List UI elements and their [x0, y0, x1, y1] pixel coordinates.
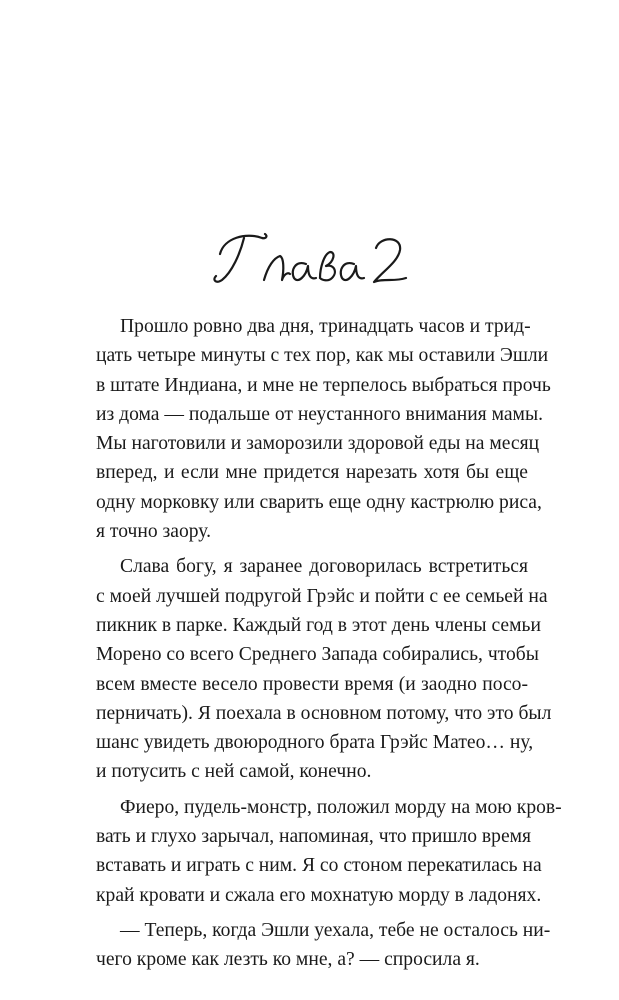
text-line: Фиеро, пудель-монстр, положил морду на мою кров-	[120, 796, 562, 818]
text-line: вставать и играть с ним. Я со стоном перекатилась на	[96, 855, 542, 877]
text-line: вать и глухо зарычал, напоминая, что пришло время	[96, 826, 532, 848]
paragraph	[96, 793, 562, 910]
text-line: Прошло ровно два дня, тринадцать часов и трид-	[120, 316, 531, 337]
text-line: Морено со всего Среднего Запада собирались, чтобы	[96, 644, 539, 666]
paragraph	[96, 312, 551, 546]
text-line: из дома — подальше от неустанного внимания мамы.	[96, 403, 544, 425]
text-line: пикник в парке. Каждый год в этот день члены семьи	[96, 614, 541, 636]
text-line: край кровати и сжала его мохнатую морду в ладонях.	[96, 884, 542, 906]
paragraph	[96, 552, 552, 786]
text-line: Слава богу, я заранее договорилась встретиться	[120, 556, 528, 578]
text-line: цать четыре минуты с тех пор, как мы оставили Эшли	[96, 345, 549, 367]
text-line: Мы наготовили и заморозили здоровой еды на месяц	[96, 433, 540, 455]
text-line: всем вместе весело провести время (и заодно посо-	[96, 673, 528, 695]
text-line: перничать). Я поехала в основном потому, что это был	[96, 702, 552, 724]
text-line: в штате Индиана, и мне не терпелось выбраться прочь	[96, 374, 551, 396]
text-line: вперед, и если мне придется нарезать хотя бы еще	[96, 462, 528, 484]
text-line: одну морковку или сварить еще одну кастрюлю риса,	[96, 491, 542, 513]
text-line: — Теперь, когда Эшли уехала, тебе не осталось ни-	[120, 919, 551, 941]
text-line: с моей лучшей подругой Грэйс и пойти с ее семьей на	[96, 585, 548, 607]
paragraph	[96, 916, 551, 975]
text-line: шанс увидеть двоюродного брата Грэйс Матео… ну,	[96, 732, 534, 754]
text-line: чего кроме как лезть ко мне, а? — спросила я.	[96, 949, 480, 971]
chapter-body	[96, 312, 562, 975]
chapter-heading	[0, 214, 619, 304]
chapter-title-calligraphy	[210, 214, 410, 304]
text-line: и потусить с ней самой, конечно.	[96, 761, 372, 783]
text-line: я точно заору.	[96, 521, 212, 543]
